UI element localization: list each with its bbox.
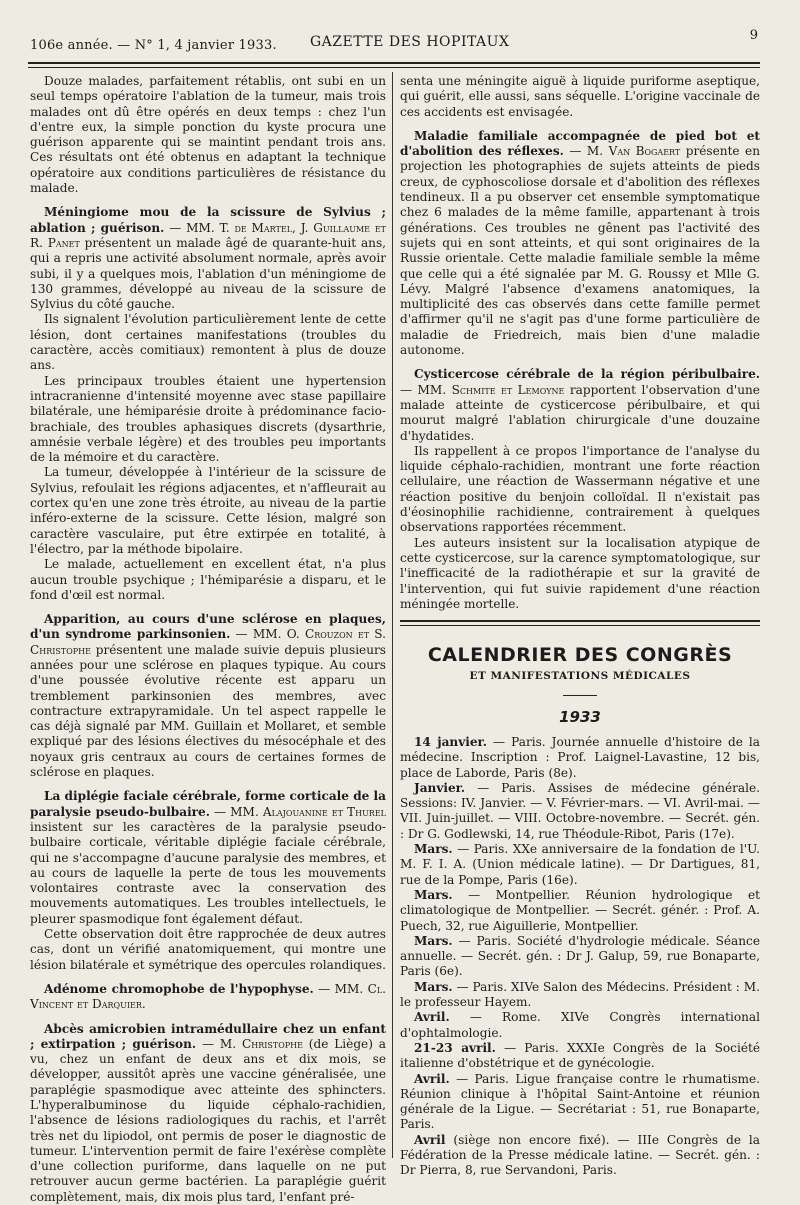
article-title: Abcès amicrobien intramédullaire chez un enfant ; extirpation ; guérison. <box>30 1021 386 1051</box>
article-title: Apparition, au cours d'une sclérose en plaques, d'un syndrome parkinsonien. <box>30 612 386 642</box>
article-title: La diplégie faciale cérébrale, forme corticale de la paralysie pseudo-bulbaire. <box>30 789 386 819</box>
edition-line: 106e année. — N° 1, 4 janvier 1933. <box>30 38 277 53</box>
entry-date: 14 janvier. <box>414 734 488 749</box>
section-rule-thick <box>400 620 760 622</box>
entry-date: Avril. <box>414 1010 450 1025</box>
paragraph: Les principaux troubles étaient une hypertension intracranienne d'intensité moyenne avec stase papillaire bilatérale, une hémiparésie droite à prédominance facio-brachiale, des troubles aphasiques discrets (dysarthrie, amnésie verbale légère) et des troubles peu importants de la mémoire et du caractère. <box>30 373 386 465</box>
right-column <box>400 74 760 1179</box>
intro-paragraph: Douze malades, parfaitement rétablis, ont subi en un seul temps opératoire l'ablation de la tumeur, mais trois malades ont dû être opérés en deux temps : chez l'un d'entre eux, la simple ponction du kyste procura une guérison apparente qui se maintint pendant trois ans. Ces résultats ont été obtenus en adaptant la technique opératoire aux conditions particulières de résistance du malade. <box>30 74 386 196</box>
continued-paragraph: senta une méningite aiguë à liquide puriforme aseptique, qui guérit, elle aussi, sans séquelle. L'origine vaccinale de ces accidents est envisagée. <box>400 74 760 119</box>
article-title: Méningiome mou de la scissure de Sylvius ; ablation ; guérison. <box>30 205 386 235</box>
entry-date: Janvier. <box>414 780 466 795</box>
article-title: Adénome chromophobe de l'hypophyse. <box>44 981 314 996</box>
article-authors: Crouzon et S. Christophe <box>30 627 386 657</box>
column-divider <box>392 72 393 1158</box>
article-authors: Alajouanine et Thurel <box>262 804 386 819</box>
calendar-entry: Janvier. — Paris. Assises de médecine générale. Sessions: IV. Janvier. — V. Février-mars. — VI. Avril-mai. — VII. Juin-juillet. — VIII. Octobre-novembre. — Secrét. gén. : Dr G. Godlewski, 14, rue Théodule-Ribot, Paris (17e). <box>400 780 760 841</box>
paragraph: La tumeur, développée à l'intérieur de la scissure de Sylvius, refoulait les régions adjacentes, et n'affleurait au cortex qu'en une zone très étroite, au niveau de la partie inféro-externe de la scissure. Cette lésion, malgré son caractère vasculaire, put être extirpée en totalité, à l'électro, par la méthode bipolaire. <box>30 465 386 556</box>
article-title: Cysticercose cérébrale de la région péribulbaire. <box>414 367 760 382</box>
calendar-rule <box>563 695 597 696</box>
article-maladie-familiale: Maladie familiale accompagnée de pied bot et d'abolition des réflexes. — M. Van Bogaert présente en projection les photographies de sujets atteints de pieds creux, de cyphoscoliose dorsale et d'abolition des réflexes tendineux. Il a pu observer cet ensemble symptomatique chez 6 malades de la même famille, appartenant à trois générations. Ces troubles ne gênent pas l'activité des sujets qui en sont atteints, et qui sont originaires de la Russie orientale. Cette maladie familiale semble la même que celle qui a été signalée par M. G. Roussy et Mlle G. Lévy. Malgré l'absence d'examens anatomiques, la multiplicité des cas observés dans cette famille permet d'affirmer qu'il ne s'agit pas d'une forme particulière de maladie de Friedreich, mais bien d'une maladie autonome. <box>400 128 761 358</box>
entry-date: Avril <box>414 1132 446 1147</box>
entry-date: Avril. <box>414 1071 450 1086</box>
paragraph: Le malade, actuellement en excellent état, n'a plus aucun trouble psychique ; l'hémiparésie a disparu, et le fond d'œil est normal. <box>30 557 386 602</box>
journal-title: GAZETTE DES HOPITAUX <box>310 34 510 50</box>
entry-date: Mars. <box>414 933 453 948</box>
calendar-entry: Mars. — Paris. XIVe Salon des Médecins. Président : M. le professeur Hayem. <box>400 979 760 1010</box>
article-adenome: Adénome chromophobe de l'hypophyse. — MM. Cl. Vincent et Darquier. <box>30 981 386 1012</box>
paragraph: Les auteurs insistent sur la localisation atypique de cette cysticercose, sur la carence symptomatologique, sur l'inefficacité de la radiothérapie et sur la gravité de l'intervention, qui fut suivie rapidement d'une réaction méningée mortelle. <box>400 535 760 611</box>
article-title: Maladie familiale accompagnée de pied bot et d'abolition des réflexes. <box>400 128 760 159</box>
header-rule-thick <box>28 62 760 64</box>
section-rule-thin <box>400 625 760 626</box>
entry-date: Mars. <box>414 979 453 994</box>
article-diplegie: La diplégie faciale cérébrale, forme corticale de la paralysie pseudo-bulbaire. — MM. Alajouanine et Thurel insistent sur les caractères de la paralysie pseudo-bulbaire corticale, véritable diplégie faciale cérébrale, qui ne s'accompagne d'aucune paralysie des membres, et au cours de laquelle la perte de tous les mouvements volontaires contraste avec la conservation des mouvements automatiques. Les troubles intellectuels, le pleurer spasmodique font également défaut. Cette observation doit être rapprochée de deux autres cas, dont un vérifié anatomiquement, qui montre une lésion bilatérale et symétrique des opercules rolandiques. <box>30 789 386 972</box>
entry-date: Mars. <box>414 887 453 902</box>
page-number: 9 <box>749 28 758 43</box>
page-header <box>30 26 758 56</box>
calendar-subtitle: ET MANIFESTATIONS MÉDICALES <box>469 670 691 683</box>
header-rule-thin <box>28 67 760 68</box>
calendar-entries <box>400 735 760 1179</box>
article-parkinsonien: Apparition, au cours d'une sclérose en plaques, d'un syndrome parkinsonien. — MM. O. Crouzon et S. Christophe présentent une malade suivie depuis plusieurs années pour une sclérose en plaques typique. Au cours d'une poussée évolutive récente est apparu un tremblement parkinsonien des membres, avec contracture extrapyramidale. Un tel aspect rappelle le cas déjà signalé par MM. Guillain et Mollaret, et semble expliqué par des lésions électives du mésocéphale et des noyaux gris centraux au cours de certaines formes de sclérose en plaques. <box>30 612 386 780</box>
article-authors: Christophe <box>241 1036 303 1051</box>
calendar-year: 1933 <box>559 707 601 726</box>
paragraph: Cette observation doit être rapprochée de deux autres cas, dont un vérifié anatomiquement, qui montre une lésion bilatérale et symétrique des opercules rolandiques. <box>30 927 386 972</box>
entry-date: Mars. <box>414 842 453 857</box>
calendar-entry: Mars. — Paris. Société d'hydrologie médicale. Séance annuelle. — Secrét. gén. : Dr J. Galup, 59, rue Bonaparte, Paris (6e). <box>400 933 760 979</box>
article-authors: Cl. Vincent et Darquier. <box>30 981 386 1012</box>
calendar-entry: Mars. — Paris. XXe anniversaire de la fondation de l'U. M. F. I. A. (Union médicale latine). — Dr Dartigues, 81, rue de la Pompe, Paris (16e). <box>400 842 760 887</box>
article-abces: Abcès amicrobien intramédullaire chez un enfant ; extirpation ; guérison. — M. Christophe (de Liège) a vu, chez un enfant de deux ans et dix mois, se développer, aussitôt après une vaccine généralisée, une paraplégie spasmodique avec atteinte des sphincters. L'hyperalbuminose du liquide céphalo-rachidien, l'absence de lésions radiologiques du rachis, et l'arrêt très net du lipiodol, ont permis de poser le diagnostic de tumeur. L'intervention permit de faire l'exérèse complète d'une collection puriforme, dans laquelle on ne put retrouver aucun germe bactérien. La paraplégie guérit complètement, mais, dix mois plus tard, l'enfant pré- <box>30 1021 386 1204</box>
article-authors: Van Bogaert <box>608 144 681 159</box>
article-meningiome: Méningiome mou de la scissure de Sylvius ; ablation ; guérison. — MM. T. de Martel, J. Guillaume et R. Panet présentent un malade âgé de quarante-huit ans, qui a repris une activité absolument normale, après avoir subi, il y a quelques mois, l'ablation d'un méningiome de 130 grammes, développé au niveau de la scissure de Sylvius du côté gauche. Ils signalent l'évolution particulièrement lente de cette lésion, dont certaines manifestations (troubles du caractère, accès comitiaux) remontent à plus de douze ans. Les principaux troubles étaient une hypertension intracranienne d'intensité moyenne avec stase papillaire bilatérale, une hémiparésie droite à prédominance facio-brachiale, des troubles aphasiques discrets (dysarthrie, amnésie verbale légère) et des troubles peu importants de la mémoire et du caractère. La tumeur, développée à l'intérieur de la scissure de Sylvius, refoulait les régions adjacentes, et n'affleurait au cortex qu'en une zone très étroite, au niveau de la partie inféro-externe de la scissure. Cette lésion, malgré son caractère vasculaire, put être extirpée en totalité, à l'électro, par la méthode bipolaire. Le malade, actuellement en excellent état, n'a plus aucun trouble psychique ; l'hémiparésie a disparu, et le fond d'œil est normal. <box>30 205 386 602</box>
left-column <box>30 74 386 1205</box>
paragraph: Ils signalent l'évolution particulièrement lente de cette lésion, dont certaines manifestations (troubles du caractère, accès comitiaux) remontent à plus de douze ans. <box>30 312 386 373</box>
entry-date: 21-23 avril. <box>414 1040 496 1055</box>
article-cysticercose: Cysticercose cérébrale de la région péribulbaire. — MM. Schmite et Lemoyne rapportent l'observation d'une malade atteinte de cysticercose péribulbaire, et qui mourut malgré l'ablation chirurgicale d'une douzaine d'hydatides. Ils rappellent à ce propos l'importance de l'analyse du liquide céphalo-rachidien, montrant une forte réaction cellulaire, une réaction de Wassermann négative et une réaction positive du benjoin colloïdal. Il n'existait pas d'éosinophilie rachidienne, contrairement à quelques observations rapportées récemment. Les auteurs insistent sur la localisation atypique de cette cysticercose, sur la carence symptomatologique, sur l'inefficacité de la radiothérapie et sur la gravité de l'intervention, qui fut suivie rapidement d'une réaction méningée mortelle. <box>400 367 760 611</box>
calendar-entry: 14 janvier. — Paris. Journée annuelle d'histoire de la médecine. Inscription : Prof. Laignel-Lavastine, 12 bis, place de Laborde, Paris (8e). <box>400 734 760 780</box>
article-authors: Schmite et Lemoyne <box>451 382 565 397</box>
calendar-entry: Mars. — Montpellier. Réunion hydrologique et climatologique de Montpellier. — Secrét. génér. : Prof. A. Puech, 32, rue Aiguillerie, Montpellier. <box>400 887 760 933</box>
calendar-title: CALENDRIER DES CONGRÈS <box>427 644 733 667</box>
calendar-entry: Avril. — Rome. XIVe Congrès international d'ophtalmologie. <box>400 1010 760 1040</box>
calendar-entry: 21-23 avril. — Paris. XXXIe Congrès de la Société italienne d'obstétrique et de gynécologie. <box>400 1040 760 1071</box>
calendar-entry: Avril. — Paris. Ligue française contre le rhumatisme. Réunion clinique à l'hôpital Saint-Antoine et réunion générale de la Ligue. — Secrétariat : 51, rue Bonaparte, Paris. <box>400 1071 760 1132</box>
calendar-entry: Avril (siège non encore fixé). — IIIe Congrès de la Fédération de la Presse médicale latine. — Secrét. gén. : Dr Pierra, 8, rue Servandoni, Paris. <box>400 1132 760 1178</box>
paragraph: Ils rappellent à ce propos l'importance de l'analyse du liquide céphalo-rachidien, montrant une forte réaction cellulaire, une réaction de Wassermann négative et une réaction positive du benjoin colloïdal. Il n'existait pas d'éosinophilie rachidienne, contrairement à quelques observations rapportées récemment. <box>400 443 760 535</box>
article-authors: de Martel, J. Guillaume et R. Panet <box>30 220 386 250</box>
